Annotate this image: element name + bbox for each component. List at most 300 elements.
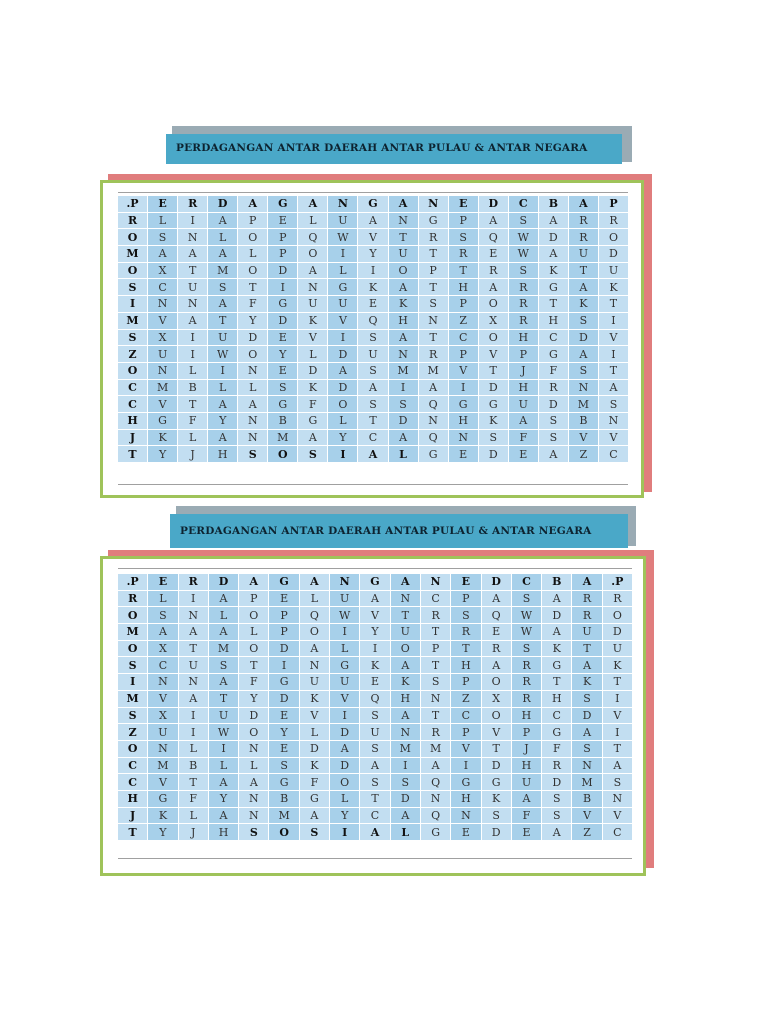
grid-cell: E bbox=[482, 624, 511, 640]
grid-cell: R bbox=[512, 657, 541, 673]
grid-cell: S bbox=[569, 313, 598, 329]
grid-cell: P bbox=[421, 641, 450, 657]
grid-cell: L bbox=[300, 724, 329, 740]
grid-cell: N bbox=[179, 674, 208, 690]
grid-cell: F bbox=[542, 741, 571, 757]
grid-cell: A bbox=[572, 657, 601, 673]
grid-cell: U bbox=[208, 330, 237, 346]
grid-cell: E bbox=[509, 446, 538, 462]
grid-cell: J bbox=[178, 446, 207, 462]
grid-cell: M bbox=[209, 641, 238, 657]
grid-cell: Z bbox=[118, 724, 147, 740]
grid-cell: U bbox=[209, 708, 238, 724]
grid-cell: K bbox=[539, 263, 568, 279]
grid-cell: L bbox=[209, 607, 238, 623]
grid-cell: V bbox=[360, 607, 389, 623]
grid-cell: A bbox=[479, 213, 508, 229]
grid-cell: R bbox=[509, 313, 538, 329]
grid-cell: N bbox=[419, 413, 448, 429]
grid-cell: I bbox=[451, 758, 480, 774]
grid-cell: V bbox=[300, 708, 329, 724]
grid-cell: L bbox=[239, 758, 268, 774]
grid-cell: Z bbox=[451, 691, 480, 707]
grid-cell: K bbox=[360, 657, 389, 673]
grid-cell: V bbox=[328, 313, 357, 329]
grid-cell: R bbox=[509, 279, 538, 295]
grid-cell: K bbox=[300, 691, 329, 707]
grid-cell: H bbox=[449, 279, 478, 295]
grid-cell: H bbox=[509, 380, 538, 396]
grid-cell: H bbox=[542, 691, 571, 707]
grid-cell: H bbox=[389, 313, 418, 329]
grid-cell: N bbox=[419, 196, 448, 212]
grid-cell: P bbox=[599, 196, 628, 212]
bottom-rule bbox=[118, 858, 632, 859]
grid-cell: T bbox=[419, 330, 448, 346]
grid-cell: P bbox=[512, 724, 541, 740]
grid-cell: N bbox=[421, 791, 450, 807]
grid-cell: I bbox=[328, 246, 357, 262]
grid-cell: .P bbox=[118, 574, 147, 590]
grid-cell: S bbox=[360, 741, 389, 757]
grid-cell: N bbox=[421, 574, 450, 590]
grid-cell: Q bbox=[358, 313, 387, 329]
grid-cell: D bbox=[482, 824, 511, 840]
grid-cell: T bbox=[419, 246, 448, 262]
grid-cell: E bbox=[451, 824, 480, 840]
grid-cell: V bbox=[479, 346, 508, 362]
grid-cell: V bbox=[148, 396, 177, 412]
grid-cell: B bbox=[572, 791, 601, 807]
grid-cell: I bbox=[330, 624, 359, 640]
grid-cell: A bbox=[209, 624, 238, 640]
grid-cell: S bbox=[148, 607, 177, 623]
grid-cell: S bbox=[148, 229, 177, 245]
grid-cell: N bbox=[389, 346, 418, 362]
grid-cell: A bbox=[239, 574, 268, 590]
grid-cell: S bbox=[208, 279, 237, 295]
grid-cell: M bbox=[118, 624, 147, 640]
grid-cell: M bbox=[118, 313, 147, 329]
grid-cell: S bbox=[118, 657, 147, 673]
grid-cell: I bbox=[179, 724, 208, 740]
grid-cell: S bbox=[421, 674, 450, 690]
grid-cell: A bbox=[389, 196, 418, 212]
grid-cell: C bbox=[118, 774, 147, 790]
grid-cell: U bbox=[512, 774, 541, 790]
grid-cell: O bbox=[603, 607, 632, 623]
grid-cell: E bbox=[449, 446, 478, 462]
grid-cell: N bbox=[572, 758, 601, 774]
grid-cell: S bbox=[451, 607, 480, 623]
grid-cell: I bbox=[603, 724, 632, 740]
grid-cell: I bbox=[330, 824, 359, 840]
grid-cell: X bbox=[148, 641, 177, 657]
grid-cell: P bbox=[451, 591, 480, 607]
grid-cell: T bbox=[208, 313, 237, 329]
grid-cell: S bbox=[360, 708, 389, 724]
grid-cell: G bbox=[479, 396, 508, 412]
grid-cell: A bbox=[358, 213, 387, 229]
grid-cell: C bbox=[360, 808, 389, 824]
grid-cell: R bbox=[419, 346, 448, 362]
grid-cell: S bbox=[300, 824, 329, 840]
grid-cell: G bbox=[542, 724, 571, 740]
grid-cell: V bbox=[603, 808, 632, 824]
grid-cell: I bbox=[269, 657, 298, 673]
grid-cell: X bbox=[482, 691, 511, 707]
grid-cell: G bbox=[539, 279, 568, 295]
grid-cell: O bbox=[118, 741, 147, 757]
grid-cell: K bbox=[298, 380, 327, 396]
grid-cell: E bbox=[451, 574, 480, 590]
grid-cell: H bbox=[118, 413, 147, 429]
grid-cell: A bbox=[389, 430, 418, 446]
grid-cell: C bbox=[148, 657, 177, 673]
grid-cell: T bbox=[482, 741, 511, 757]
grid-cell: A bbox=[389, 330, 418, 346]
grid-cell: N bbox=[238, 413, 267, 429]
grid-cell: M bbox=[572, 774, 601, 790]
grid-cell: H bbox=[208, 446, 237, 462]
grid-cell: S bbox=[512, 641, 541, 657]
grid-cell: D bbox=[479, 446, 508, 462]
grid-cell: O bbox=[479, 296, 508, 312]
grid-cell: R bbox=[599, 213, 628, 229]
grid-cell: D bbox=[209, 574, 238, 590]
top-rule bbox=[118, 568, 632, 569]
grid-cell: N bbox=[449, 430, 478, 446]
grid-cell: S bbox=[268, 380, 297, 396]
grid-cell: Q bbox=[360, 691, 389, 707]
grid-cell: Y bbox=[208, 413, 237, 429]
grid-cell: L bbox=[208, 380, 237, 396]
grid-cell: U bbox=[391, 624, 420, 640]
grid-cell: A bbox=[572, 724, 601, 740]
grid-cell: Q bbox=[482, 607, 511, 623]
grid-cell: L bbox=[238, 246, 267, 262]
grid-cell: K bbox=[148, 430, 177, 446]
grid-cell: F bbox=[509, 430, 538, 446]
grid-cell: K bbox=[148, 808, 177, 824]
grid-cell: I bbox=[391, 758, 420, 774]
grid-cell: L bbox=[208, 229, 237, 245]
grid-cell: I bbox=[178, 330, 207, 346]
grid-cell: E bbox=[358, 296, 387, 312]
grid-cell: I bbox=[209, 741, 238, 757]
grid-cell: A bbox=[539, 213, 568, 229]
grid-cell: U bbox=[572, 624, 601, 640]
grid-cell: C bbox=[512, 574, 541, 590]
grid-cell: N bbox=[238, 363, 267, 379]
grid-cell: U bbox=[330, 674, 359, 690]
grid-cell: R bbox=[569, 229, 598, 245]
grid-cell: A bbox=[391, 708, 420, 724]
grid-cell: I bbox=[360, 641, 389, 657]
grid-cell: T bbox=[542, 674, 571, 690]
grid-cell: C bbox=[603, 824, 632, 840]
grid-cell: L bbox=[178, 430, 207, 446]
grid-cell: A bbox=[539, 446, 568, 462]
grid-cell: T bbox=[419, 279, 448, 295]
top-rule bbox=[118, 192, 628, 193]
grid-cell: U bbox=[603, 641, 632, 657]
grid-cell: M bbox=[391, 741, 420, 757]
grid-cell: B bbox=[269, 791, 298, 807]
grid-cell: U bbox=[148, 724, 177, 740]
grid-cell: A bbox=[360, 824, 389, 840]
grid-cell: J bbox=[179, 824, 208, 840]
grid-cell: N bbox=[148, 741, 177, 757]
grid-cell: F bbox=[298, 396, 327, 412]
grid-cell: D bbox=[328, 346, 357, 362]
grid-cell: P bbox=[268, 246, 297, 262]
grid-cell: D bbox=[479, 380, 508, 396]
grid-cell: A bbox=[300, 808, 329, 824]
grid-cell: T bbox=[239, 657, 268, 673]
grid-cell: L bbox=[179, 741, 208, 757]
grid-cell: R bbox=[421, 724, 450, 740]
grid-cell: N bbox=[391, 724, 420, 740]
grid-cell: E bbox=[148, 196, 177, 212]
grid-cell: L bbox=[209, 758, 238, 774]
grid-cell: S bbox=[238, 446, 267, 462]
grid-cell: J bbox=[509, 363, 538, 379]
grid-cell: A bbox=[298, 263, 327, 279]
grid-cell: W bbox=[509, 229, 538, 245]
grid-cell: N bbox=[148, 363, 177, 379]
grid-cell: U bbox=[358, 346, 387, 362]
grid-cell: D bbox=[328, 380, 357, 396]
grid-cell: G bbox=[268, 196, 297, 212]
grid-cell: A bbox=[482, 591, 511, 607]
grid-cell: P bbox=[451, 724, 480, 740]
grid-cell: K bbox=[358, 279, 387, 295]
grid-cell: O bbox=[118, 607, 147, 623]
grid-cell: G bbox=[358, 196, 387, 212]
grid-cell: T bbox=[539, 296, 568, 312]
grid-cell: N bbox=[391, 591, 420, 607]
grid-cell: T bbox=[599, 296, 628, 312]
grid-cell: E bbox=[269, 741, 298, 757]
grid-cell: Q bbox=[479, 229, 508, 245]
grid-cell: L bbox=[179, 808, 208, 824]
grid-cell: A bbox=[239, 774, 268, 790]
grid-cell: O bbox=[599, 229, 628, 245]
grid-cell: R bbox=[479, 263, 508, 279]
grid-cell: G bbox=[542, 657, 571, 673]
grid-cell: I bbox=[328, 446, 357, 462]
grid-cell: O bbox=[238, 229, 267, 245]
grid-cell: O bbox=[239, 724, 268, 740]
grid-cell: D bbox=[389, 413, 418, 429]
grid-cell: A bbox=[148, 624, 177, 640]
grid-cell: J bbox=[118, 430, 147, 446]
grid-cell: D bbox=[542, 774, 571, 790]
grid-cell: E bbox=[268, 363, 297, 379]
grid-cell: X bbox=[479, 313, 508, 329]
grid-cell: R bbox=[542, 758, 571, 774]
grid-cell: E bbox=[449, 196, 478, 212]
grid-cell: N bbox=[178, 229, 207, 245]
grid-cell: G bbox=[539, 346, 568, 362]
grid-cell: I bbox=[179, 708, 208, 724]
grid-cell: Y bbox=[360, 624, 389, 640]
grid-cell: T bbox=[603, 674, 632, 690]
grid-cell: S bbox=[603, 774, 632, 790]
grid-cell: S bbox=[358, 396, 387, 412]
grid-cell: M bbox=[118, 691, 147, 707]
grid-cell: M bbox=[419, 363, 448, 379]
grid-cell: A bbox=[482, 657, 511, 673]
grid-cell: Z bbox=[118, 346, 147, 362]
grid-cell: Y bbox=[239, 691, 268, 707]
grid-cell: N bbox=[148, 674, 177, 690]
grid-cell: K bbox=[542, 641, 571, 657]
grid-cell: D bbox=[603, 624, 632, 640]
grid-cell: I bbox=[599, 313, 628, 329]
grid-cell: T bbox=[421, 708, 450, 724]
grid-cell: T bbox=[209, 691, 238, 707]
grid-cell: A bbox=[599, 380, 628, 396]
grid-cell: O bbox=[239, 641, 268, 657]
grid-cell: A bbox=[208, 430, 237, 446]
grid-cell: I bbox=[389, 380, 418, 396]
grid-cell: O bbox=[300, 624, 329, 640]
grid-cell: A bbox=[238, 396, 267, 412]
grid-cell: T bbox=[572, 641, 601, 657]
grid-cell: E bbox=[269, 591, 298, 607]
grid-cell: T bbox=[360, 791, 389, 807]
grid-cell: X bbox=[148, 330, 177, 346]
grid-cell: N bbox=[603, 791, 632, 807]
grid-cell: Y bbox=[238, 313, 267, 329]
grid-cell: U bbox=[389, 246, 418, 262]
grid-cell: C bbox=[148, 279, 177, 295]
grid-cell: G bbox=[300, 791, 329, 807]
grid-cell: P bbox=[449, 213, 478, 229]
grid-cell: R bbox=[118, 213, 147, 229]
grid-cell: G bbox=[148, 791, 177, 807]
grid-cell: R bbox=[178, 196, 207, 212]
grid-cell: A bbox=[208, 213, 237, 229]
grid-cell: O bbox=[268, 446, 297, 462]
grid-cell: F bbox=[239, 674, 268, 690]
grid-cell: W bbox=[328, 229, 357, 245]
grid-cell: Z bbox=[449, 313, 478, 329]
grid-cell: T bbox=[451, 641, 480, 657]
grid-cell: A bbox=[569, 279, 598, 295]
grid-cell: S bbox=[358, 363, 387, 379]
grid-cell: N bbox=[569, 380, 598, 396]
grid-cell: A bbox=[360, 591, 389, 607]
grid-cell: U bbox=[298, 296, 327, 312]
grid-cell: O bbox=[479, 330, 508, 346]
grid-cell: H bbox=[509, 330, 538, 346]
grid-cell: A bbox=[389, 279, 418, 295]
grid-cell: O bbox=[118, 641, 147, 657]
grid-cell: R bbox=[419, 229, 448, 245]
grid-cell: T bbox=[421, 657, 450, 673]
grid-cell: G bbox=[268, 396, 297, 412]
grid-cell: E bbox=[512, 824, 541, 840]
grid-cell: V bbox=[482, 724, 511, 740]
grid-cell: V bbox=[572, 808, 601, 824]
grid-cell: S bbox=[482, 808, 511, 824]
grid-cell: R bbox=[539, 380, 568, 396]
grid-cell: T bbox=[179, 774, 208, 790]
grid-cell: T bbox=[118, 446, 147, 462]
grid-cell: R bbox=[509, 296, 538, 312]
grid-cell: K bbox=[298, 313, 327, 329]
grid-cell: L bbox=[330, 641, 359, 657]
grid-cell: R bbox=[482, 641, 511, 657]
grid-cell: L bbox=[389, 446, 418, 462]
grid-cell: H bbox=[391, 691, 420, 707]
grid-cell: U bbox=[599, 263, 628, 279]
grid-cell: D bbox=[572, 708, 601, 724]
grid-cell: C bbox=[358, 430, 387, 446]
grid-cell: A bbox=[391, 808, 420, 824]
grid-cell: D bbox=[268, 263, 297, 279]
grid-cell: S bbox=[389, 396, 418, 412]
grid-cell: I bbox=[358, 263, 387, 279]
grid-cell: H bbox=[449, 413, 478, 429]
grid-cell: O bbox=[389, 263, 418, 279]
grid-cell: D bbox=[539, 229, 568, 245]
grid-cell: T bbox=[389, 229, 418, 245]
grid-cell: F bbox=[179, 791, 208, 807]
grid-cell: T bbox=[479, 363, 508, 379]
grid-cell: Y bbox=[328, 430, 357, 446]
grid-cell: S bbox=[419, 296, 448, 312]
grid-cell: M bbox=[208, 263, 237, 279]
grid-cell: C bbox=[542, 708, 571, 724]
grid-cell: A bbox=[208, 396, 237, 412]
grid-cell: G bbox=[419, 446, 448, 462]
grid-cell: M bbox=[148, 758, 177, 774]
grid-cell: N bbox=[239, 741, 268, 757]
grid-cell: F bbox=[512, 808, 541, 824]
grid-cell: A bbox=[298, 430, 327, 446]
grid-cell: D bbox=[208, 196, 237, 212]
grid-cell: H bbox=[209, 824, 238, 840]
grid-cell: N bbox=[239, 808, 268, 824]
grid-cell: A bbox=[178, 246, 207, 262]
grid-cell: C bbox=[118, 758, 147, 774]
grid-cell: A bbox=[358, 380, 387, 396]
grid-cell: L bbox=[328, 413, 357, 429]
grid-cell: N bbox=[148, 296, 177, 312]
grid-cell: T bbox=[238, 279, 267, 295]
grid-cell: F bbox=[178, 413, 207, 429]
grid-cell: B bbox=[569, 413, 598, 429]
grid-cell: K bbox=[603, 657, 632, 673]
grid-cell: G bbox=[419, 213, 448, 229]
grid-cell: E bbox=[360, 674, 389, 690]
grid-cell: P bbox=[451, 674, 480, 690]
grid-cell: P bbox=[239, 591, 268, 607]
grid-cell: C bbox=[509, 196, 538, 212]
grid-cell: I bbox=[330, 708, 359, 724]
grid-cell: G bbox=[421, 824, 450, 840]
grid-cell: E bbox=[268, 330, 297, 346]
grid-cell: S bbox=[391, 774, 420, 790]
grid-cell: U bbox=[178, 279, 207, 295]
grid-cell: O bbox=[239, 607, 268, 623]
grid-cell: N bbox=[178, 296, 207, 312]
grid-cell: R bbox=[569, 213, 598, 229]
